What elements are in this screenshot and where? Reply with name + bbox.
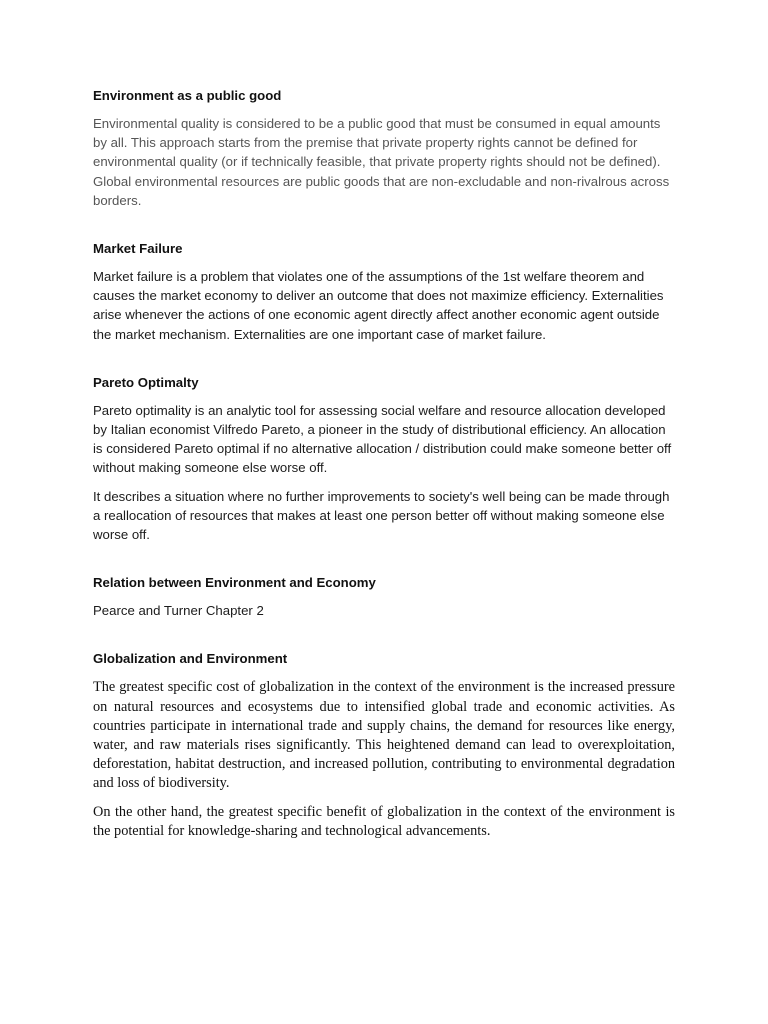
section-heading-globalization: Globalization and Environment [93, 651, 288, 667]
section-heading-market-failure: Market Failure [93, 241, 183, 257]
paragraph-globalization-2: On the other hand, the greatest specific benefit of globalization in the context of the environment is the potential for knowledge-sharing and technological advancements. [93, 803, 675, 839]
paragraph-public-good: Environmental quality is considered to be a public good that must be consumed in equal amounts by all. This approach starts from the premise that private property rights cannot be defined for environmental quality (or if technically feasible, that private property rights should not be defined). Global environmental resources are public goods that are non-excludable and non-rivalrous across borders. [93, 116, 670, 208]
paragraph-pareto-1: Pareto optimality is an analytic tool for assessing social welfare and resource allocation developed by Italian economist Vilfredo Pareto, a pioneer in the study of distributional efficiency. An allocation is considered Pareto optimal if no alternative allocation / distribution could make someone better off without making someone else worse off. [93, 402, 672, 476]
paragraph-pareto-2: It describes a situation where no further improvements to society's well being can be made through a reallocation of resources that makes at least one person better off without making someone else worse off. [93, 488, 670, 543]
paragraph-market-failure: Market failure is a problem that violates one of the assumptions of the 1st welfare theorem and causes the market economy to deliver an outcome that does not maximize efficiency. Externalities arise whenever the actions of one economic agent directly affect another economic agent outside the market mechanism. Externalities are one important case of market failure. [93, 269, 664, 342]
section-heading-relation: Relation between Environment and Economy [93, 575, 376, 591]
paragraph-globalization-1: The greatest specific cost of globalization in the context of the environment is the increased pressure on natural resources and ecosystems due to intensified global trade and economic activities. As countries participate in international trade and supply chains, the demand for resources like energy, water, and raw materials rises significantly. This heightened demand can lead to overexploitation, deforestation, habitat destruction, and increased pollution, contributing to environmental degradation and loss of biodiversity. [93, 679, 675, 792]
section-heading-pareto: Pareto Optimalty [93, 374, 199, 390]
paragraph-relation: Pearce and Turner Chapter 2 [93, 603, 264, 619]
section-heading-public-good: Environment as a public good [93, 88, 282, 103]
document-page [93, 86, 675, 841]
